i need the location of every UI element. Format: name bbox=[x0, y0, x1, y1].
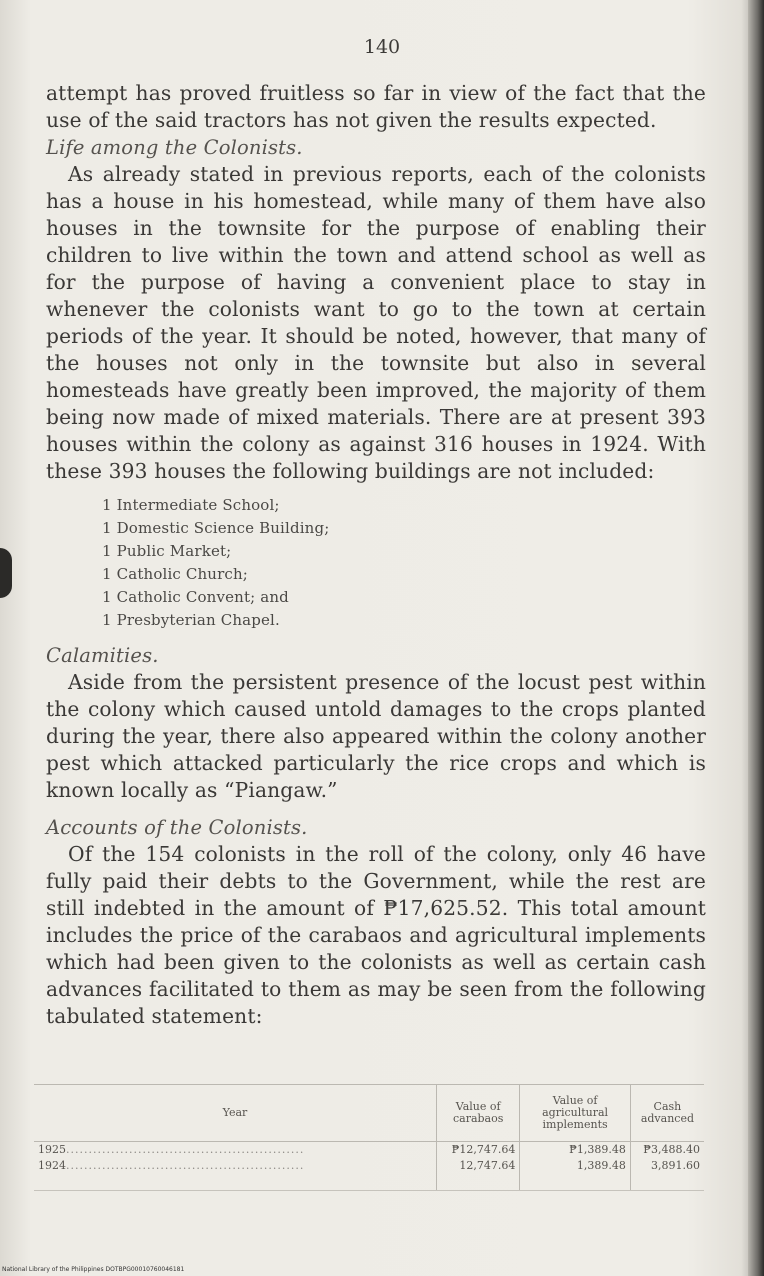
scanner-thumb-shadow bbox=[0, 548, 12, 598]
row-year-cell bbox=[34, 1142, 437, 1159]
leader-dots: ..................................................... bbox=[66, 1143, 305, 1156]
row-carabaos: 12,747.64 bbox=[437, 1158, 520, 1191]
intro-paragraph: attempt has proved fruitless so far in view of the fact that the use of the said tractors has not given the results expected. bbox=[46, 81, 706, 132]
list-item: 1 Public Market; bbox=[102, 542, 232, 560]
body-text bbox=[46, 80, 706, 1030]
calamities-paragraph: Aside from the persistent presence of the locust pest within the colony which caused untold damages to the crops planted during the year, there also appeared within the colony another pest which attacked particularly the rice crops and which is known locally as “Piangaw.” bbox=[46, 670, 706, 802]
table-row bbox=[34, 1142, 704, 1159]
table-row bbox=[34, 1158, 704, 1191]
header-carabaos: Value of carabaos bbox=[437, 1085, 520, 1142]
row-year-cell bbox=[34, 1158, 437, 1191]
row-cash: ₱3,488.40 bbox=[630, 1142, 704, 1159]
row-year: 1925 bbox=[38, 1143, 66, 1156]
list-item: 1 Catholic Convent; and bbox=[102, 588, 289, 606]
page-number: 140 bbox=[363, 36, 401, 58]
leader-dots: ..................................................... bbox=[66, 1159, 305, 1172]
life-paragraph: As already stated in previous reports, each of the colonists has a house in his homestead, while many of them have also houses in the townsite for the purpose of enabling their children to live within the town and attend school as well as for the purpose of having a convenient place to stay in whenever the colonists want to go to the town at certain periods of the year. It should be noted, however, that many of the houses not only in the townsite but also in several homesteads have greatly been improved, the majority of them being now made of mixed materials. There are at present 393 houses within the colony as against 316 houses in 1924. With these 393 houses the following buildings are not included: bbox=[46, 162, 706, 483]
list-item: 1 Catholic Church; bbox=[102, 565, 248, 583]
list-item: 1 Domestic Science Building; bbox=[102, 519, 330, 537]
list-item: 1 Intermediate School; bbox=[102, 496, 280, 514]
accounts-paragraph: Of the 154 colonists in the roll of the colony, only 46 have fully paid their debts to the Government, while the rest are still indebted in the amount of ₱17,625.52. This total amount includes the price of the carabaos and agricultural implements which had been given to the colonists as well as certain cash advances facilitated to them as may be seen from the following tabulated statement: bbox=[46, 842, 706, 1028]
heading-accounts-of-colonists: Accounts of the Colonists. bbox=[46, 816, 308, 839]
list-item: 1 Presbyterian Chapel. bbox=[102, 611, 280, 629]
header-implements: Value of agricultural implements bbox=[520, 1085, 630, 1142]
row-implements: 1,389.48 bbox=[520, 1158, 630, 1191]
accounts-table bbox=[34, 1084, 704, 1191]
header-year: Year bbox=[34, 1085, 437, 1142]
table-header-row bbox=[34, 1085, 704, 1142]
heading-calamities: Calamities. bbox=[46, 644, 159, 667]
header-cash: Cash advanced bbox=[630, 1085, 704, 1142]
buildings-list bbox=[102, 494, 706, 632]
scan-footer-watermark: National Library of the Philippines DOTBPG00010760046181 bbox=[2, 1266, 185, 1273]
row-implements: ₱1,389.48 bbox=[520, 1142, 630, 1159]
book-spine-shadow bbox=[748, 0, 764, 1276]
row-year: 1924 bbox=[38, 1159, 66, 1172]
heading-life-among-colonists: Life among the Colonists. bbox=[46, 136, 303, 159]
row-cash: 3,891.60 bbox=[630, 1158, 704, 1191]
row-carabaos: ₱12,747.64 bbox=[437, 1142, 520, 1159]
